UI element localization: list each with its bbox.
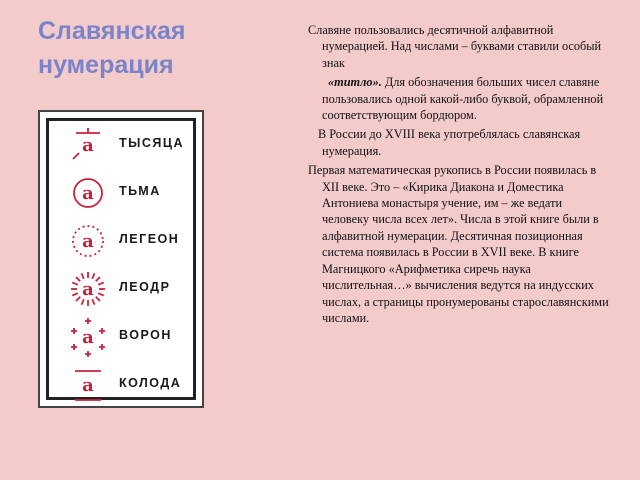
paragraph-titlo [308,74,610,123]
titlo-term: «титло». [328,75,382,90]
numeral-row [49,125,193,165]
titlo-description: Для обозначения больших чисел славяне пользовались одной какой-либо буквой, обрамленной соответствующим бордюром. [322,75,604,123]
body-text [308,22,610,329]
paragraph-alphabetic-numbering: Славяне пользовались десятичной алфавитной нумерацией. Над числами – буквами ставили особый знак [308,23,602,70]
numeral-letter: а [82,327,94,348]
numeral-glyph-crosses-icon [67,317,109,357]
numeral-letter: а [82,183,94,204]
numeral-glyph-rays-icon [67,269,109,309]
numeral-row [49,173,193,213]
numeral-word: ЛЕГЕОН [119,232,180,246]
slide-title: Славянская нумерация [38,17,186,79]
numeral-letter: а [82,375,94,396]
numeral-letter: а [82,231,94,252]
numeral-letter: а [82,135,94,156]
numeral-word: ТЫСЯЦА [119,136,185,150]
paragraph-russia-usage: В России до XVIII века употреблялась славянская нумерация. [318,127,581,158]
numeral-table-frame [46,118,196,400]
paragraph-history: Первая математическая рукопись в России появилась в XII веке. Это – «Кирика Диакона и Доместика Антониева монастыря учение, им – же ведати человеку числа всех лет». Числа в этой книге были в алфавитной нумерации. Десятичная позиционная система появилась в России в XVII веке. В книге Магницкого «Арифметика сиречь наука числительная…» вычисления ведутся на индусских числах, а страницы пронумерованы старославянскими числами. [308,163,609,325]
numeral-letter: а [82,279,94,300]
numeral-glyph-circle-icon [67,173,109,213]
numeral-row [49,269,193,309]
numeral-row [49,221,193,261]
numeral-table [38,110,204,408]
numeral-glyph-thousand-icon [67,125,109,165]
numeral-row [49,317,193,357]
numeral-row [49,365,193,405]
numeral-word: ЛЕОДР [119,280,171,294]
numeral-word: ВОРОН [119,328,172,342]
numeral-glyph-dotted-circle-icon [67,221,109,261]
numeral-word: КОЛОДА [119,376,182,390]
numeral-word: ТЬМА [119,184,161,198]
numeral-glyph-brackets-icon [67,365,109,405]
